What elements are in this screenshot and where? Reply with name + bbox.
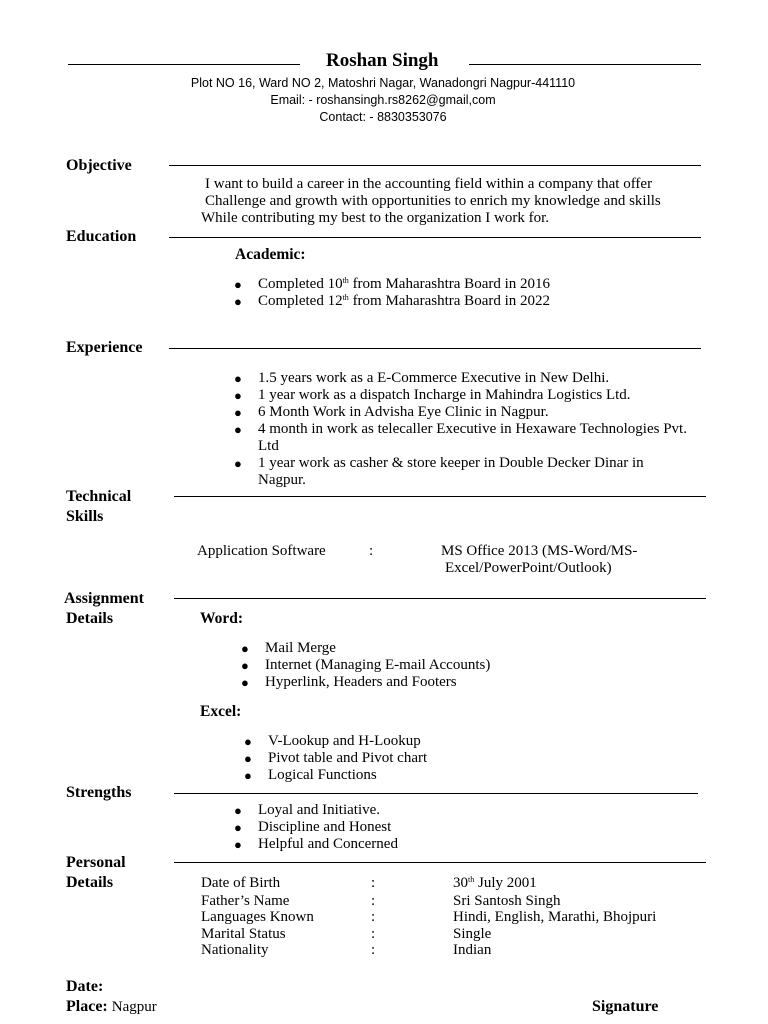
word-subheading: Word: bbox=[200, 610, 244, 627]
marital-colon: : bbox=[371, 926, 376, 942]
list-item: ● Helpful and Concerned bbox=[234, 836, 398, 852]
marital-label: Marital Status bbox=[201, 926, 286, 942]
header-rule-left bbox=[68, 64, 300, 65]
assignment-heading-line-2: Details bbox=[66, 610, 114, 627]
strengths-list bbox=[234, 802, 398, 853]
technical-rule bbox=[174, 496, 706, 497]
personal-rule bbox=[174, 862, 706, 863]
excel-subheading: Excel: bbox=[200, 703, 242, 720]
nationality-value: Indian bbox=[453, 942, 492, 958]
list-item: ● Completed 12th from Maharashtra Board in 2022 bbox=[234, 293, 551, 309]
list-item: ● 4 month in work as telecaller Executive in Hexaware Technologies Pvt. Ltd bbox=[234, 421, 687, 454]
bullet-icon: ● bbox=[234, 803, 242, 818]
list-item: ● Pivot table and Pivot chart bbox=[244, 750, 428, 766]
bullet-icon: ● bbox=[244, 768, 252, 783]
address-line: Plot NO 16, Ward NO 2, Matoshri Nagar, Wanadongri Nagpur-441110 bbox=[190, 76, 576, 90]
list-item: ● 1 year work as casher & store keeper in Double Decker Dinar in Nagpur. bbox=[234, 455, 644, 488]
strengths-heading: Strengths bbox=[66, 784, 132, 801]
assignment-rule bbox=[174, 598, 706, 599]
candidate-name: Roshan Singh bbox=[326, 50, 439, 71]
application-software-value-2: Excel/PowerPoint/Outlook) bbox=[445, 560, 612, 576]
list-item: ● Internet (Managing E-mail Accounts) bbox=[241, 657, 491, 673]
dob-colon: : bbox=[371, 875, 376, 891]
personal-heading-line-1: Personal bbox=[66, 854, 126, 871]
excel-list bbox=[244, 733, 428, 784]
bullet-icon: ● bbox=[234, 388, 242, 403]
bullet-icon: ● bbox=[244, 734, 252, 749]
bullet-icon: ● bbox=[234, 820, 242, 835]
list-item: ● 1.5 years work as a E-Commerce Executive in New Delhi. bbox=[234, 370, 610, 386]
academic-subheading: Academic: bbox=[235, 246, 306, 263]
word-list bbox=[241, 640, 491, 691]
bullet-icon: ● bbox=[234, 837, 242, 852]
languages-label: Languages Known bbox=[201, 909, 314, 925]
education-rule bbox=[169, 237, 701, 238]
nationality-label: Nationality bbox=[201, 942, 269, 958]
marital-value: Single bbox=[453, 926, 492, 942]
place-value: Nagpur bbox=[111, 999, 157, 1015]
list-item: ● Discipline and Honest bbox=[234, 819, 392, 835]
strengths-rule bbox=[174, 793, 698, 794]
assignment-heading-line-1: Assignment bbox=[64, 590, 145, 607]
application-software-value-1: MS Office 2013 (MS-Word/MS- bbox=[441, 543, 638, 559]
bullet-icon: ● bbox=[234, 294, 242, 309]
list-item: ● Loyal and Initiative. bbox=[234, 802, 381, 818]
education-heading: Education bbox=[66, 228, 137, 245]
father-label: Father’s Name bbox=[201, 893, 290, 909]
bullet-icon: ● bbox=[234, 371, 242, 386]
list-item: ● 6 Month Work in Advisha Eye Clinic in Nagpur. bbox=[234, 404, 549, 420]
father-colon: : bbox=[371, 893, 376, 909]
languages-colon: : bbox=[371, 909, 376, 925]
education-list bbox=[234, 276, 551, 310]
bullet-icon: ● bbox=[234, 277, 242, 292]
bullet-icon: ● bbox=[241, 658, 249, 673]
list-item: ● V-Lookup and H-Lookup bbox=[244, 733, 421, 749]
list-item: ● Logical Functions bbox=[244, 767, 377, 783]
experience-rule bbox=[169, 348, 701, 349]
bullet-icon: ● bbox=[234, 456, 242, 471]
technical-heading-line-1: Technical bbox=[66, 488, 132, 505]
dob-value: 30th July 2001 bbox=[453, 875, 537, 891]
bullet-icon: ● bbox=[234, 405, 242, 420]
email-line: Email: - roshansingh.rs8262@gmail,com bbox=[270, 93, 496, 107]
signature-label: Signature bbox=[592, 998, 659, 1015]
bullet-icon: ● bbox=[244, 751, 252, 766]
place-label: Place: bbox=[66, 998, 108, 1015]
list-item: ● 1 year work as a dispatch Incharge in Mahindra Logistics Ltd. bbox=[234, 387, 631, 403]
list-item: ● Mail Merge bbox=[241, 640, 336, 656]
father-value: Sri Santosh Singh bbox=[453, 893, 561, 909]
header-rule-right bbox=[469, 64, 701, 65]
personal-heading-line-2: Details bbox=[66, 874, 114, 891]
experience-heading: Experience bbox=[66, 339, 143, 356]
bullet-icon: ● bbox=[241, 641, 249, 656]
technical-heading-line-2: Skills bbox=[66, 508, 104, 525]
contact-line: Contact: - 8830353076 bbox=[319, 110, 447, 124]
bullet-icon: ● bbox=[234, 422, 242, 437]
objective-heading: Objective bbox=[66, 157, 132, 174]
place-line bbox=[66, 997, 157, 1017]
experience-list bbox=[234, 370, 688, 489]
objective-rule bbox=[169, 165, 701, 166]
date-label: Date: bbox=[66, 978, 104, 995]
list-item: ● Hyperlink, Headers and Footers bbox=[241, 674, 457, 690]
languages-value: Hindi, English, Marathi, Bhojpuri bbox=[453, 909, 657, 925]
application-software-colon: : bbox=[369, 543, 374, 559]
application-software-label: Application Software bbox=[197, 543, 326, 559]
list-item: ● Completed 10th from Maharashtra Board in 2016 bbox=[234, 276, 551, 292]
objective-line-2: Challenge and growth with opportunities to enrich my knowledge and skills bbox=[205, 193, 661, 209]
nationality-colon: : bbox=[371, 942, 376, 958]
objective-line-3: While contributing my best to the organization I work for. bbox=[201, 210, 549, 226]
dob-label: Date of Birth bbox=[201, 875, 281, 891]
objective-line-1: I want to build a career in the accounting field within a company that offer bbox=[205, 176, 653, 192]
bullet-icon: ● bbox=[241, 675, 249, 690]
